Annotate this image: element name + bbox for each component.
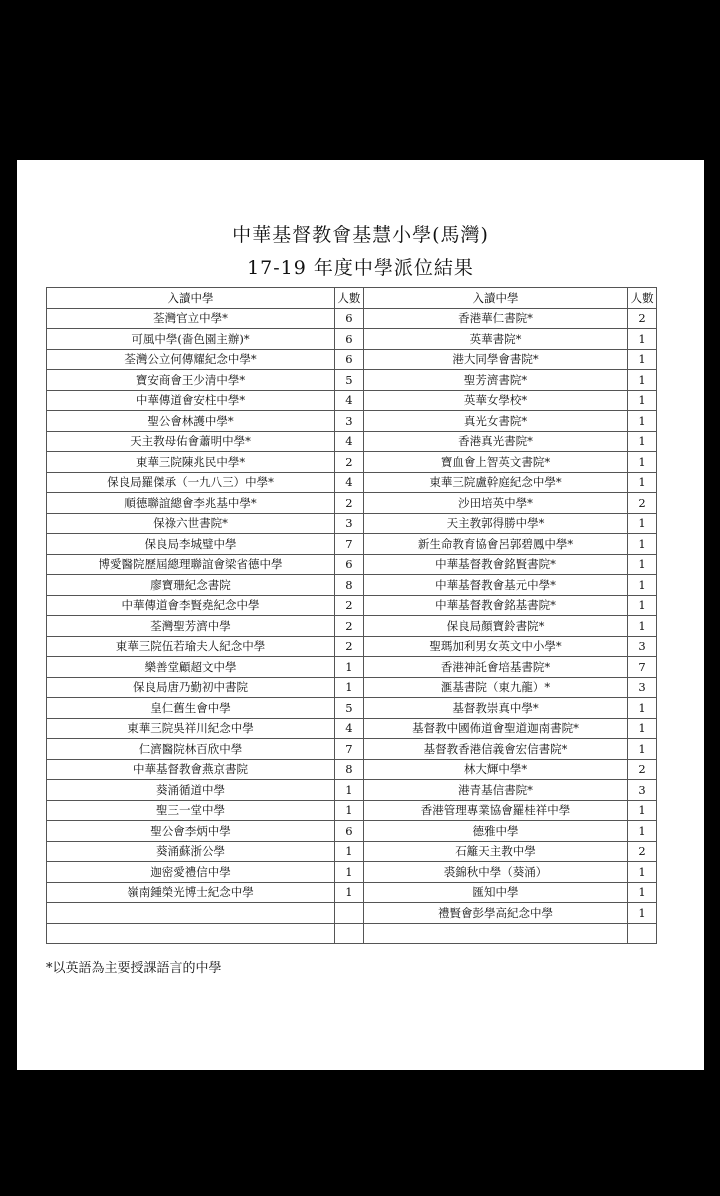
right-school-cell: 沙田培英中學* [363, 493, 627, 514]
right-count-cell [628, 923, 657, 944]
right-count-cell: 1 [628, 370, 657, 391]
right-count-cell: 1 [628, 329, 657, 350]
left-school-cell: 保祿六世書院* [47, 513, 335, 534]
table-row [47, 677, 657, 698]
right-school-cell: 香港神託會培基書院* [363, 657, 627, 678]
document-title: 中華基督教會基慧小學(馬灣) [232, 224, 489, 246]
left-count-cell: 7 [335, 534, 364, 555]
left-count-cell: 1 [335, 862, 364, 883]
right-count-cell: 1 [628, 390, 657, 411]
left-school-cell: 皇仁舊生會中學 [47, 698, 335, 719]
left-school-cell: 樂善堂顧超文中學 [47, 657, 335, 678]
table-row [47, 616, 657, 637]
right-school-cell: 英華女學校* [363, 390, 627, 411]
table-row [47, 575, 657, 596]
left-school-cell: 中華基督教會燕京書院 [47, 759, 335, 780]
right-school-cell: 德雅中學 [363, 821, 627, 842]
left-school-cell: 中華傳道會安柱中學* [47, 390, 335, 411]
right-count-cell: 1 [628, 882, 657, 903]
header-count-right: 人數 [628, 288, 657, 309]
right-count-cell: 1 [628, 862, 657, 883]
right-school-cell: 英華書院* [363, 329, 627, 350]
left-count-cell: 6 [335, 554, 364, 575]
table-body [47, 308, 657, 944]
header-count-left: 人數 [335, 288, 364, 309]
left-count-cell: 1 [335, 780, 364, 801]
right-count-cell: 3 [628, 780, 657, 801]
table-row [47, 493, 657, 514]
left-count-cell [335, 903, 364, 924]
right-count-cell: 1 [628, 349, 657, 370]
table-row [47, 534, 657, 555]
left-count-cell: 1 [335, 657, 364, 678]
left-school-cell: 荃灣公立何傳耀紀念中學* [47, 349, 335, 370]
right-school-cell: 聖芳濟書院* [363, 370, 627, 391]
left-school-cell: 聖三一堂中學 [47, 800, 335, 821]
table-row [47, 841, 657, 862]
left-school-cell: 廖寶珊紀念書院 [47, 575, 335, 596]
left-count-cell: 2 [335, 636, 364, 657]
left-school-cell: 中華傳道會李賢堯紀念中學 [47, 595, 335, 616]
right-school-cell: 中華基督教會銘基書院* [363, 595, 627, 616]
left-count-cell: 2 [335, 493, 364, 514]
table-row [47, 411, 657, 432]
left-count-cell: 2 [335, 595, 364, 616]
right-school-cell: 基督教香港信義會宏信書院* [363, 739, 627, 760]
header-school-left: 入讀中學 [47, 288, 335, 309]
right-school-cell: 香港管理專業協會羅桂祥中學 [363, 800, 627, 821]
right-count-cell: 1 [628, 411, 657, 432]
right-school-cell: 港大同學會書院* [363, 349, 627, 370]
right-school-cell: 林大輝中學* [363, 759, 627, 780]
right-count-cell: 2 [628, 759, 657, 780]
table-row [47, 862, 657, 883]
table-row [47, 308, 657, 329]
right-count-cell: 1 [628, 698, 657, 719]
left-count-cell: 1 [335, 800, 364, 821]
left-school-cell: 順德聯誼總會李兆基中學* [47, 493, 335, 514]
table-row [47, 718, 657, 739]
right-count-cell: 2 [628, 308, 657, 329]
left-count-cell: 1 [335, 841, 364, 862]
right-count-cell: 1 [628, 903, 657, 924]
right-school-cell: 寶血會上智英文書院* [363, 452, 627, 473]
left-school-cell: 東華三院陳兆民中學* [47, 452, 335, 473]
table-row [47, 472, 657, 493]
table-row [47, 452, 657, 473]
table-row [47, 821, 657, 842]
right-school-cell: 保良局顏寶鈴書院* [363, 616, 627, 637]
table-row [47, 759, 657, 780]
left-school-cell: 仁濟醫院林百欣中學 [47, 739, 335, 760]
right-count-cell: 1 [628, 800, 657, 821]
left-school-cell: 聖公會李炳中學 [47, 821, 335, 842]
left-count-cell: 2 [335, 616, 364, 637]
right-count-cell: 3 [628, 636, 657, 657]
left-count-cell: 1 [335, 882, 364, 903]
right-count-cell: 7 [628, 657, 657, 678]
left-count-cell: 6 [335, 349, 364, 370]
left-count-cell: 8 [335, 575, 364, 596]
right-school-cell: 中華基督教會銘賢書院* [363, 554, 627, 575]
left-count-cell: 6 [335, 329, 364, 350]
table-row [47, 882, 657, 903]
left-school-cell: 荃灣聖芳濟中學 [47, 616, 335, 637]
table-row [47, 390, 657, 411]
left-school-cell: 荃灣官立中學* [47, 308, 335, 329]
right-count-cell: 3 [628, 677, 657, 698]
right-school-cell: 匯知中學 [363, 882, 627, 903]
table-row [47, 698, 657, 719]
right-school-cell: 滙基書院（東九龍）* [363, 677, 627, 698]
right-count-cell: 1 [628, 452, 657, 473]
table-row [47, 739, 657, 760]
left-school-cell: 迦密愛禮信中學 [47, 862, 335, 883]
table-row [47, 657, 657, 678]
table-row [47, 513, 657, 534]
left-school-cell: 可風中學(嗇色園主辦)* [47, 329, 335, 350]
left-school-cell: 葵涌循道中學 [47, 780, 335, 801]
right-school-cell: 香港真光書院* [363, 431, 627, 452]
left-count-cell: 4 [335, 431, 364, 452]
right-count-cell: 1 [628, 534, 657, 555]
left-school-cell [47, 903, 335, 924]
left-school-cell: 葵涌蘇浙公學 [47, 841, 335, 862]
left-count-cell: 4 [335, 472, 364, 493]
right-count-cell: 1 [628, 513, 657, 534]
left-count-cell: 6 [335, 821, 364, 842]
left-count-cell: 5 [335, 698, 364, 719]
table-header-row [47, 288, 657, 309]
footnote: *以英語為主要授課語言的中學 [46, 961, 222, 976]
right-school-cell: 港青基信書院* [363, 780, 627, 801]
left-count-cell: 6 [335, 308, 364, 329]
table-row [47, 780, 657, 801]
right-school-cell: 聖瑪加利男女英文中小學* [363, 636, 627, 657]
right-count-cell: 1 [628, 821, 657, 842]
right-count-cell: 1 [628, 595, 657, 616]
document-page [17, 160, 704, 1070]
right-count-cell: 1 [628, 616, 657, 637]
right-school-cell: 中華基督教會基元中學* [363, 575, 627, 596]
right-count-cell: 2 [628, 841, 657, 862]
left-school-cell: 東華三院吳祥川紀念中學 [47, 718, 335, 739]
table-row [47, 370, 657, 391]
left-school-cell: 保良局羅傑承（一九八三）中學* [47, 472, 335, 493]
left-count-cell: 4 [335, 390, 364, 411]
table-row [47, 595, 657, 616]
allocation-table [46, 287, 657, 944]
right-count-cell: 1 [628, 575, 657, 596]
left-school-cell: 保良局唐乃勤初中書院 [47, 677, 335, 698]
right-school-cell: 新生命教育協會呂郭碧鳳中學* [363, 534, 627, 555]
table-row [47, 554, 657, 575]
left-count-cell [335, 923, 364, 944]
table-row [47, 636, 657, 657]
right-school-cell: 香港華仁書院* [363, 308, 627, 329]
left-count-cell: 5 [335, 370, 364, 391]
left-count-cell: 3 [335, 513, 364, 534]
left-school-cell: 博愛醫院歷屆總理聯誼會梁省德中學 [47, 554, 335, 575]
table-row [47, 923, 657, 944]
left-school-cell: 聖公會林護中學* [47, 411, 335, 432]
left-school-cell: 天主教母佑會蕭明中學* [47, 431, 335, 452]
right-count-cell: 1 [628, 554, 657, 575]
left-count-cell: 8 [335, 759, 364, 780]
right-school-cell: 基督教中國佈道會聖道迦南書院* [363, 718, 627, 739]
document-subtitle: 17-19 年度中學派位結果 [247, 257, 474, 279]
left-count-cell: 2 [335, 452, 364, 473]
table-row [47, 349, 657, 370]
left-school-cell [47, 923, 335, 944]
left-school-cell: 保良局李城璧中學 [47, 534, 335, 555]
right-school-cell: 禮賢會彭學高紀念中學 [363, 903, 627, 924]
right-school-cell [363, 923, 627, 944]
left-count-cell: 7 [335, 739, 364, 760]
left-count-cell: 1 [335, 677, 364, 698]
right-count-cell: 1 [628, 472, 657, 493]
right-school-cell: 天主教郭得勝中學* [363, 513, 627, 534]
right-count-cell: 1 [628, 718, 657, 739]
table-row [47, 800, 657, 821]
left-school-cell: 寶安商會王少清中學* [47, 370, 335, 391]
table-row [47, 329, 657, 350]
table-row [47, 431, 657, 452]
right-count-cell: 2 [628, 493, 657, 514]
table-row [47, 903, 657, 924]
right-school-cell: 裘錦秋中學（葵涌） [363, 862, 627, 883]
left-school-cell: 東華三院伍若瑜夫人紀念中學 [47, 636, 335, 657]
left-school-cell: 嶺南鍾榮光博士紀念中學 [47, 882, 335, 903]
header-school-right: 入讀中學 [363, 288, 627, 309]
right-school-cell: 基督教崇真中學* [363, 698, 627, 719]
left-count-cell: 3 [335, 411, 364, 432]
right-school-cell: 真光女書院* [363, 411, 627, 432]
right-school-cell: 石籬天主教中學 [363, 841, 627, 862]
right-school-cell: 東華三院盧幹庭紀念中學* [363, 472, 627, 493]
right-count-cell: 1 [628, 431, 657, 452]
left-count-cell: 4 [335, 718, 364, 739]
right-count-cell: 1 [628, 739, 657, 760]
